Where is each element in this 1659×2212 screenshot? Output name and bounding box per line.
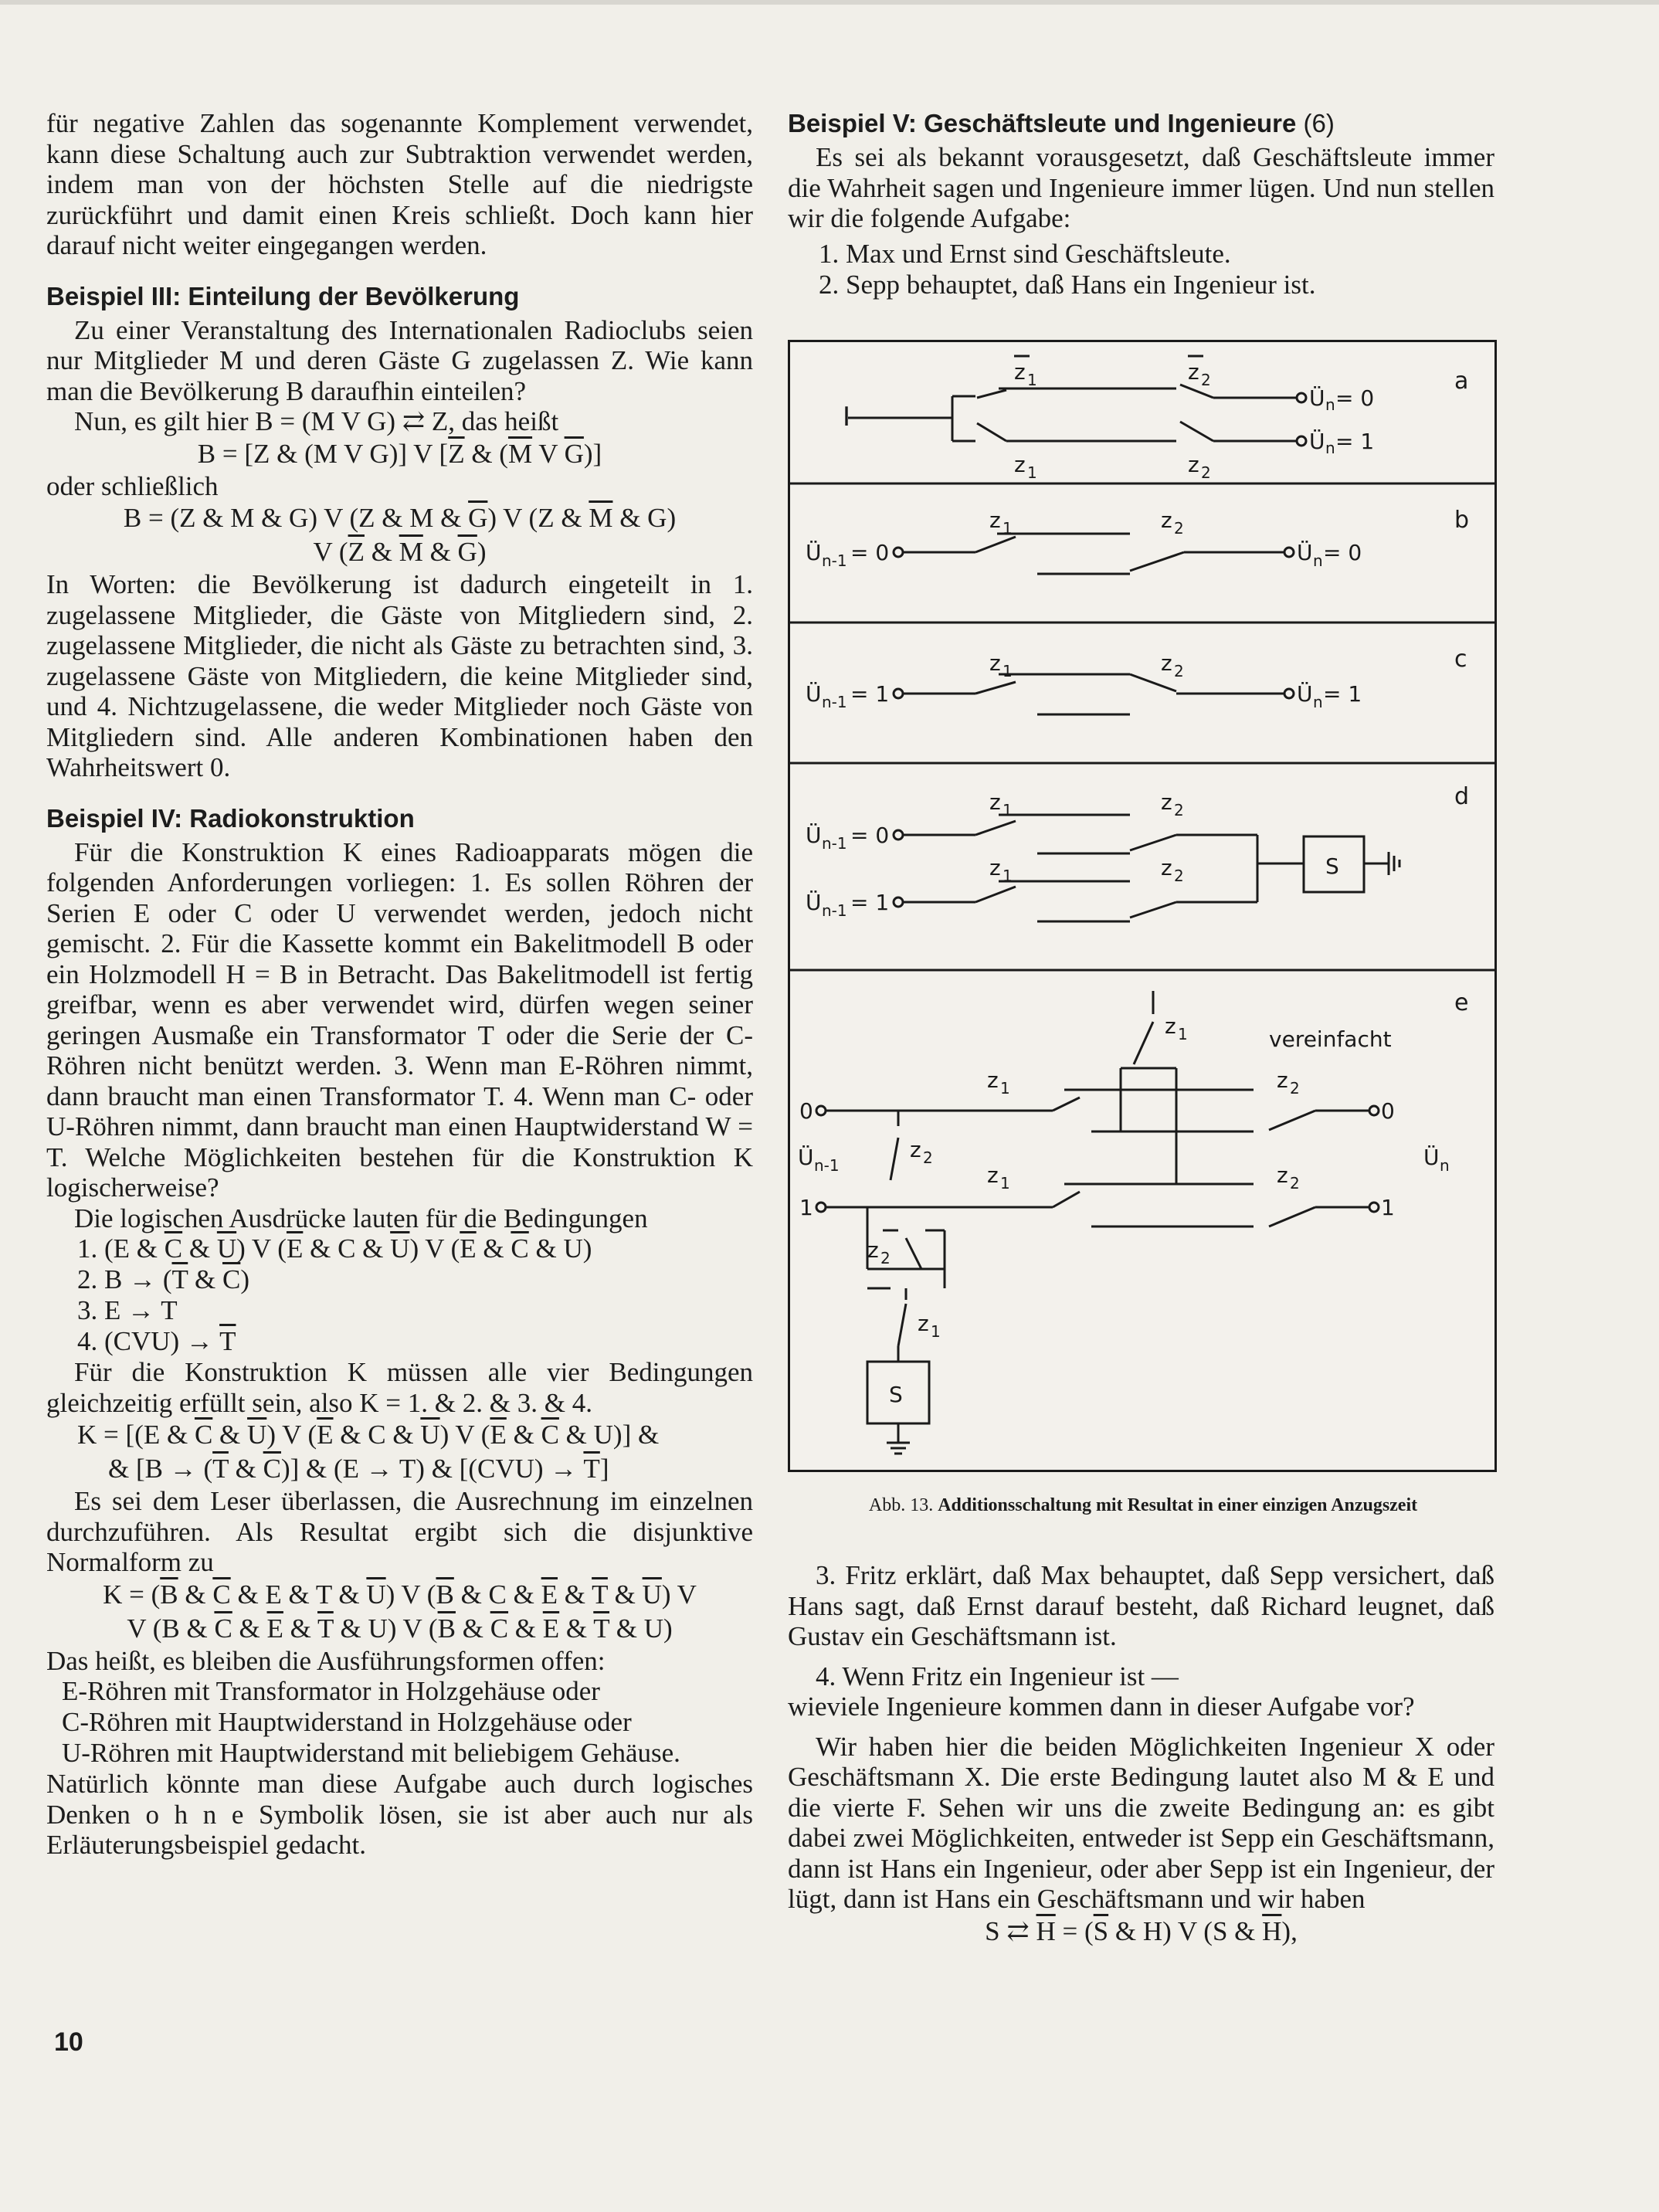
svg-text:1: 1	[1027, 371, 1037, 389]
svg-text:z: z	[1014, 452, 1026, 477]
svg-text:z: z	[867, 1237, 879, 1263]
svg-text:z: z	[989, 789, 1001, 815]
svg-text:Ü: Ü	[806, 681, 822, 707]
svg-text:z: z	[1161, 650, 1172, 676]
panel-a-circuit	[848, 385, 1306, 446]
svg-text:n-1: n-1	[822, 834, 847, 853]
svg-text:1: 1	[1000, 1174, 1010, 1193]
formula-b3-1: B = [Z & (M V G)] V [$\overline{Z}$ & ($\overline{M}$ V $\overline{G}$)]	[197, 438, 602, 469]
panel-label-e: e	[1454, 989, 1469, 1016]
beispiel-4-conclusion: Natürlich könnte man diese Aufgabe auch durch logisches Denken o h n e Symbolik lösen, sie ist aber auch nur als Erläuterungsbeispiel gedacht.	[46, 1769, 753, 1860]
svg-text:n-1: n-1	[814, 1156, 840, 1175]
beispiel-3-paragraph-1: Zu einer Veranstaltung des Internationalen Radioclubs seien nur Mitglieder M und deren Gäste G zugelassen Z. Wie kann man die Bevölkerung B daraufhin einteilen?	[46, 314, 753, 406]
page-number: 10	[54, 2027, 83, 2057]
svg-text:1: 1	[1003, 519, 1013, 538]
svg-text:2: 2	[1290, 1174, 1300, 1193]
svg-text:Ü: Ü	[1309, 429, 1325, 454]
svg-text:0: 0	[1381, 1098, 1395, 1124]
panel-label-b: b	[1454, 507, 1470, 534]
beispiel-5-paragraph-2: Wir haben hier die beiden Möglichkeiten Ingenieur X oder Geschäftsmann X. Die erste Bedingung lautet also M & E und die vierte F. Sehen wir uns die zweite Bedingung an: es gibt dabei zwei Möglichkeiten, entweder ist Sepp ein Geschäftsmann, dann ist Hans ein Ingenieur, oder aber Sepp ist ein Ingenieur, der lügt, dann ist Hans ein Geschäftsmann und wir haben	[788, 1731, 1494, 1914]
figure-caption: Abb. 13. Additionsschaltung mit Resultat in einer einzigen Anzugszeit	[868, 1495, 1418, 1515]
svg-text:2: 2	[1174, 662, 1184, 680]
beispiel-5-paragraph-1: Es sei als bekannt vorausgesetzt, daß Geschäftsleute immer die Wahrheit sagen und Ingenieure immer lügen. Und nun stellen wir die folgende Aufgabe:	[788, 142, 1494, 233]
svg-text:2: 2	[880, 1249, 891, 1267]
right-column-bottom	[788, 1560, 1494, 1949]
svg-text:z: z	[1277, 1162, 1288, 1188]
svg-text:Ü: Ü	[806, 890, 822, 915]
formula-result-2: V (B & $\overline{C}$ & $\overline{E}$ & $\overline{T}$ & U) V ($\overline{B}$ & $\overline{C}$ & $\overline{E}$ & $\overline{T}$ & U)	[127, 1613, 673, 1644]
panel-label-c: c	[1454, 646, 1467, 673]
svg-text:1: 1	[1003, 801, 1013, 819]
panel-label-a: a	[1454, 368, 1469, 395]
statement-3: 3. Fritz erklärt, daß Max behauptet, daß Sepp versichert, daß Hans sagt, daß Ernst darauf besteht, daß Richard leugnet, daß Gustav ein Geschäftsmann ist.	[788, 1560, 1494, 1651]
condition-4: 4. $(CVU) \to \overline{T}$	[77, 1326, 236, 1356]
svg-text:2: 2	[1174, 801, 1184, 819]
svg-text:z: z	[987, 1162, 999, 1188]
svg-text:Ü: Ü	[1309, 385, 1325, 411]
svg-text:2: 2	[1201, 463, 1211, 482]
panel-c-circuit	[894, 674, 1294, 714]
svg-text:n: n	[1313, 693, 1323, 711]
svg-text:z: z	[1161, 855, 1172, 880]
formula-result-1: $K = (\overline{B}$ & $\overline{C}$ & E & T & $\overline{U}$) V ($\overline{B}$ & C & $\overline{E}$ & $\overline{T}$ & $\overline{U}$) V	[103, 1579, 697, 1610]
formula-b3-3: V ($\overline{Z}$ & $\overline{M}$ & $\overline{G}$)	[313, 537, 487, 567]
svg-text:z: z	[1188, 359, 1199, 385]
beispiel-4-paragraph-2: Die logischen Ausdrücke lauten für die Bedingungen	[74, 1203, 648, 1233]
svg-text:n: n	[1325, 395, 1335, 414]
intro-paragraph: für negative Zahlen das sogenannte Komplement verwendet, kann diese Schaltung auch zur Subtraktion verwendet werden, indem man von der höchsten Stelle auf die niedrigste zurückführt und damit einen Kreis schließt. Doch kann hier darauf nicht weiter eingegangen werden.	[46, 108, 753, 260]
beispiel-3-paragraph-2: Nun, es gilt hier B = (M V G) ⇄ Z, das heißt	[74, 406, 559, 436]
svg-text:1: 1	[931, 1322, 941, 1341]
svg-text:Ü: Ü	[806, 823, 822, 848]
statement-4a: 4. Wenn Fritz ein Ingenieur ist —	[816, 1661, 1179, 1691]
formula-k-2: & [$B \to (\overline{T}$ & $\overline{C}$)] & (E → T) & $[(CVU) \to \overline{T}]$	[108, 1454, 609, 1484]
svg-text:z: z	[918, 1311, 929, 1336]
svg-text:z: z	[1277, 1067, 1288, 1093]
beispiel-5-heading: Beispiel V: Geschäftsleute und Ingenieure (6)	[788, 109, 1335, 137]
option-3: U-Röhren mit Hauptwiderstand mit beliebigem Gehäuse.	[62, 1738, 680, 1768]
right-column-top	[788, 108, 1494, 300]
svg-text:z: z	[987, 1067, 999, 1093]
svg-text:z: z	[1188, 452, 1199, 477]
svg-text:n: n	[1313, 551, 1323, 570]
svg-text:Ü: Ü	[806, 540, 822, 565]
svg-text:z: z	[1014, 359, 1026, 385]
svg-text:2: 2	[1174, 519, 1184, 538]
svg-text:= 0: = 0	[850, 823, 890, 848]
svg-text:z: z	[1165, 1013, 1176, 1039]
svg-text:1: 1	[1003, 662, 1013, 680]
beispiel-4-paragraph-3: Für die Konstruktion K müssen alle vier Bedingungen gleichzeitig erfüllt sein, also K = 1. & 2. & 3. & 4.	[46, 1357, 753, 1418]
beispiel-4-paragraph-5: Das heißt, es bleiben die Ausführungsformen offen:	[46, 1645, 606, 1676]
svg-text:z: z	[989, 650, 1001, 676]
beispiel-4-paragraph-4: Es sei dem Leser überlassen, die Ausrechnung im einzelnen durchzuführen. Als Resultat ergibt sich die disjunktive Normalform zu	[46, 1486, 753, 1577]
svg-text:z: z	[989, 855, 1001, 880]
svg-text:2: 2	[923, 1148, 933, 1167]
svg-text:1: 1	[1027, 463, 1037, 482]
formula-b3-2: B = (Z & M & G) V (Z & M & $\overline{G}$) V (Z & $\overline{M}$ & G)	[123, 503, 677, 533]
beispiel-4-heading: Beispiel IV: Radiokonstruktion	[46, 803, 415, 833]
svg-text:I: I	[843, 402, 851, 433]
svg-text:1: 1	[1381, 1195, 1395, 1220]
beispiel-3-heading: Beispiel III: Einteilung der Bevölkerung	[46, 281, 520, 310]
condition-3: 3. E → T	[77, 1295, 178, 1325]
circuit-figure	[788, 340, 1497, 1472]
svg-text:n-1: n-1	[822, 901, 847, 920]
svg-text:n: n	[1325, 439, 1335, 457]
s-label-e: S	[889, 1382, 903, 1407]
beispiel-3-words: In Worten: die Bevölkerung ist dadurch eingeteilt in 1. zugelassene Mitglieder, die Gäste von Mitgliedern sind, 2. zugelassene Mitglieder, die nicht als Gäste zu betrachten sind, 3. zugelassene Gäste von Mitgliedern, die keine Mitglieder sind, und 4. Nichtzugelassene, die weder Mitglieder noch Gäste von Mitgliedern sind. Alle anderen Kombinationen haben den Wahrheitswert 0.	[46, 569, 753, 782]
svg-text:1: 1	[1178, 1025, 1188, 1043]
condition-1: 1. (E & $\overline{C}$ & $\overline{U}$) V ($\overline{E}$ & C & $\overline{U}$) V ($\overline{E}$ & $\overline{C}$ & U)	[77, 1233, 592, 1264]
svg-text:Ü: Ü	[1297, 681, 1313, 707]
svg-text:1: 1	[799, 1195, 813, 1220]
beispiel-4-paragraph-1: Für die Konstruktion K eines Radioapparats mögen die folgenden Anforderungen vorliegen: 1. Es sollen Röhren der Serien E oder C oder U verwendet werden, jedoch nicht gemischt. 2. Für die Kassette kommt ein Bakelitmodell B oder ein Holzmodell H = B in Betracht. Das Bakelitmodell ist fertig greifbar, wenn es aber verwendet wird, dürfen wegen seiner geringen Ausmaße ein Transformator T oder die Serie der C-Röhren nicht benützt werden. 3. Wenn man E-Röhren nimmt, dann braucht man einen Transformator T. 4. Wenn man C- oder U-Röhren nimmt, dann braucht man einen Hauptwiderstand W = T. Welche Möglichkeiten bestehen für die Konstruktion K logischerweise?	[46, 836, 753, 1203]
svg-text:= 1: = 1	[850, 890, 890, 915]
oder-schliesslich: oder schließlich	[46, 470, 219, 501]
svg-text:z: z	[910, 1137, 921, 1162]
formula-k-1: K = [(E & $\overline{C}$ & $\overline{U}$) V ($\overline{E}$ & C & $\overline{U}$) V ($\overline{E}$ & $\overline{C}$ & U)] &	[77, 1420, 660, 1450]
left-column	[46, 108, 753, 1861]
svg-text:2: 2	[1174, 867, 1184, 885]
condition-2: 2. $B \to (\overline{T}$ & $\overline{C}$)	[77, 1264, 249, 1294]
svg-text:Ü: Ü	[1297, 540, 1313, 565]
svg-text:0: 0	[799, 1098, 813, 1124]
svg-text:n: n	[1440, 1156, 1450, 1175]
svg-text:z: z	[989, 507, 1001, 533]
svg-text:= 0: = 0	[850, 540, 890, 565]
option-1: E-Röhren mit Transformator in Holzgehäuse oder	[62, 1676, 600, 1706]
svg-text:z: z	[1161, 789, 1172, 815]
svg-text:= 0: = 0	[1323, 540, 1362, 565]
svg-text:= 0: = 0	[1335, 385, 1375, 411]
svg-text:2: 2	[1290, 1079, 1300, 1098]
circuit-diagram	[790, 342, 1494, 1470]
svg-text:= 1: = 1	[1335, 429, 1375, 454]
panel-b-circuit	[894, 534, 1294, 574]
svg-text:= 1: = 1	[1323, 681, 1362, 707]
svg-text:1: 1	[1000, 1079, 1010, 1098]
svg-text:Ü: Ü	[1423, 1145, 1440, 1170]
s-label-d: S	[1325, 853, 1339, 879]
formula-b5: S ⇄ $\overline{H} = (\overline{S}$ & H) V (S & $\overline{H}$),	[985, 1915, 1298, 1946]
svg-text:1: 1	[1003, 867, 1013, 885]
statement-2: 2. Sepp behauptet, daß Hans ein Ingenieur ist.	[819, 269, 1316, 300]
svg-text:n-1: n-1	[822, 693, 847, 711]
statement-1: 1. Max und Ernst sind Geschäftsleute.	[819, 238, 1231, 269]
panel-d-circuit	[894, 815, 1399, 921]
svg-text:Ü: Ü	[798, 1145, 814, 1170]
scan-top-edge	[0, 0, 1659, 5]
panel-label-d: d	[1454, 783, 1470, 810]
svg-text:n-1: n-1	[822, 551, 847, 570]
statement-4b: wieviele Ingenieure kommen dann in dieser Aufgabe vor?	[788, 1691, 1415, 1722]
option-2: C-Röhren mit Hauptwiderstand in Holzgehäuse oder	[62, 1707, 632, 1737]
svg-text:z: z	[1161, 507, 1172, 533]
svg-text:= 1: = 1	[850, 681, 890, 707]
svg-text:2: 2	[1201, 371, 1211, 389]
vereinfacht-label: vereinfacht	[1269, 1026, 1392, 1052]
